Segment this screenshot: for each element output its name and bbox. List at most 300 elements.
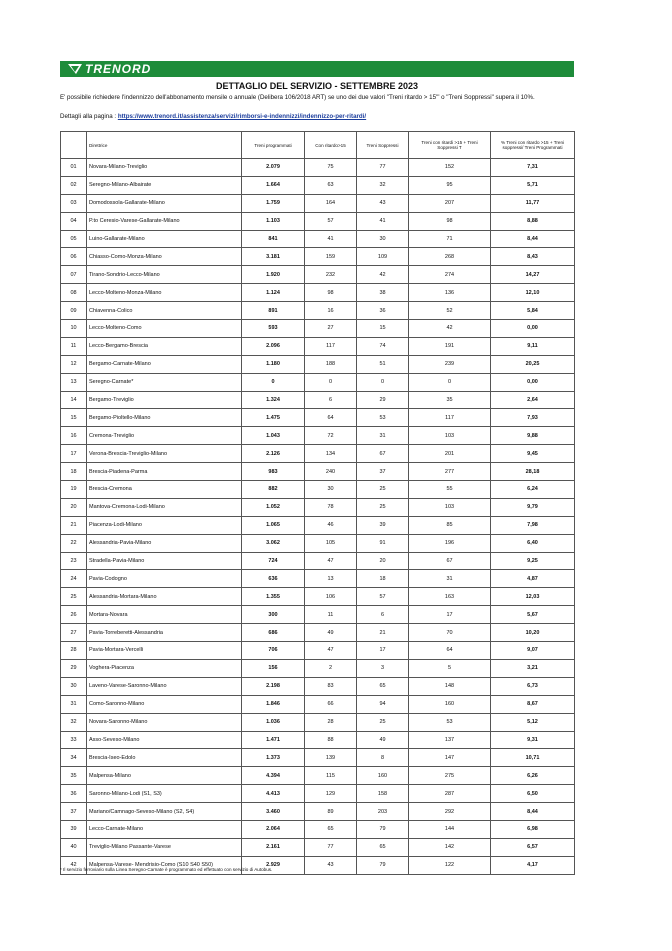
trenord-logo [68, 62, 151, 76]
direttrice-cell: Brescia-Piadena-Parma [87, 463, 242, 481]
percentuale-cell: 8,44 [491, 803, 575, 821]
totale-cell: 17 [409, 606, 491, 624]
ritardo-cell: 47 [305, 552, 357, 570]
table-row [61, 838, 575, 856]
logo-text: TRENORD [85, 62, 152, 76]
ritardo-cell: 105 [305, 534, 357, 552]
direttrice-cell: Luino-Gallarate-Milano [87, 230, 242, 248]
percentuale-cell: 6,98 [491, 820, 575, 838]
totale-cell: 64 [409, 642, 491, 660]
table-row [61, 498, 575, 516]
ritardo-cell: 83 [305, 677, 357, 695]
row-number: 02 [61, 176, 87, 194]
direttrice-cell: Como-Saronno-Milano [87, 695, 242, 713]
totale-cell: 274 [409, 266, 491, 284]
row-number: 29 [61, 659, 87, 677]
ritardo-cell: 49 [305, 624, 357, 642]
programmati-cell: 1.043 [242, 427, 305, 445]
direttrice-cell: Bergamo-Carnate-Milano [87, 355, 242, 373]
programmati-cell: 983 [242, 463, 305, 481]
row-number: 17 [61, 445, 87, 463]
totale-cell: 52 [409, 302, 491, 320]
percentuale-cell: 7,93 [491, 409, 575, 427]
table-row [61, 302, 575, 320]
totale-cell: 287 [409, 785, 491, 803]
intro-text: E' possibile richiedere l'indennizzo dell'abbonamento mensile o annuale (Delibera 106/2018 ART) se uno dei due valori "Treni ritardo > 15'" o "Treni Soppressi" supera il 10%. [60, 94, 535, 101]
ritardo-cell: 129 [305, 785, 357, 803]
ritardo-cell: 46 [305, 516, 357, 534]
percentuale-cell: 5,12 [491, 713, 575, 731]
soppressi-cell: 0 [357, 373, 409, 391]
row-number: 37 [61, 803, 87, 821]
direttrice-cell: Voghera-Piacenza [87, 659, 242, 677]
ritardo-cell: 117 [305, 337, 357, 355]
percentuale-cell: 4,87 [491, 570, 575, 588]
totale-cell: 239 [409, 355, 491, 373]
table-row [61, 248, 575, 266]
row-number: 15 [61, 409, 87, 427]
ritardo-cell: 41 [305, 230, 357, 248]
table-row [61, 159, 575, 177]
totale-cell: 95 [409, 176, 491, 194]
percentuale-cell: 6,40 [491, 534, 575, 552]
programmati-cell: 2.096 [242, 337, 305, 355]
row-number: 34 [61, 749, 87, 767]
programmati-cell: 0 [242, 373, 305, 391]
ritardo-cell: 188 [305, 355, 357, 373]
percentuale-cell: 20,25 [491, 355, 575, 373]
table-row [61, 570, 575, 588]
ritardo-cell: 134 [305, 445, 357, 463]
totale-cell: 53 [409, 713, 491, 731]
row-number: 18 [61, 463, 87, 481]
ritardo-cell: 43 [305, 856, 357, 874]
table-row [61, 695, 575, 713]
direttrice-cell: Chiavenna-Colico [87, 302, 242, 320]
percentuale-cell: 8,43 [491, 248, 575, 266]
percentuale-cell: 9,11 [491, 337, 575, 355]
programmati-cell: 841 [242, 230, 305, 248]
row-number: 09 [61, 302, 87, 320]
direttrice-cell: Stradella-Pavia-Milano [87, 552, 242, 570]
table-row [61, 624, 575, 642]
direttrice-cell: Verona-Brescia-Treviglio-Milano [87, 445, 242, 463]
programmati-cell: 300 [242, 606, 305, 624]
totale-cell: 268 [409, 248, 491, 266]
table-row [61, 355, 575, 373]
programmati-cell: 882 [242, 481, 305, 499]
soppressi-cell: 67 [357, 445, 409, 463]
percentuale-cell: 6,24 [491, 481, 575, 499]
soppressi-cell: 25 [357, 713, 409, 731]
ritardo-cell: 65 [305, 820, 357, 838]
table-row [61, 552, 575, 570]
direttrice-cell: Cremona-Treviglio [87, 427, 242, 445]
direttrice-cell: Seregno-Carnate* [87, 373, 242, 391]
table-row [61, 820, 575, 838]
totale-cell: 142 [409, 838, 491, 856]
row-number: 01 [61, 159, 87, 177]
soppressi-cell: 65 [357, 677, 409, 695]
direttrice-cell: Brescia-Iseo-Edolo [87, 749, 242, 767]
direttrice-cell: Laveno-Varese-Saronno-Milano [87, 677, 242, 695]
soppressi-cell: 79 [357, 856, 409, 874]
direttrice-cell: Pavia-Mortara-Vercelli [87, 642, 242, 660]
programmati-cell: 2.064 [242, 820, 305, 838]
soppressi-cell: 42 [357, 266, 409, 284]
direttrice-cell: Alessandria-Pavia-Milano [87, 534, 242, 552]
totale-cell: 122 [409, 856, 491, 874]
soppressi-cell: 51 [357, 355, 409, 373]
programmati-cell: 1.180 [242, 355, 305, 373]
row-number: 26 [61, 606, 87, 624]
col-index-header [61, 132, 87, 159]
totale-cell: 152 [409, 159, 491, 177]
link-label: Dettagli alla pagina : [60, 113, 117, 120]
percentuale-cell: 8,88 [491, 212, 575, 230]
direttrice-cell: Tirano-Sondrio-Lecco-Milano [87, 266, 242, 284]
row-number: 22 [61, 534, 87, 552]
programmati-cell: 1.124 [242, 284, 305, 302]
percentuale-cell: 10,71 [491, 749, 575, 767]
ritardo-cell: 89 [305, 803, 357, 821]
table-row [61, 266, 575, 284]
ritardo-cell: 57 [305, 212, 357, 230]
details-line [60, 113, 366, 120]
programmati-cell: 1.373 [242, 749, 305, 767]
soppressi-cell: 38 [357, 284, 409, 302]
soppressi-cell: 41 [357, 212, 409, 230]
totale-cell: 191 [409, 337, 491, 355]
table-row [61, 284, 575, 302]
soppressi-cell: 160 [357, 767, 409, 785]
direttrice-cell: Malpensa-Varese- Mendrisio-Como (S10 S40 S50) [87, 856, 242, 874]
percentuale-cell: 9,07 [491, 642, 575, 660]
soppressi-cell: 17 [357, 642, 409, 660]
table-row [61, 606, 575, 624]
totale-cell: 201 [409, 445, 491, 463]
programmati-cell: 1.036 [242, 713, 305, 731]
totale-cell: 35 [409, 391, 491, 409]
col-ritardo-header: Con ritardo>15 [305, 132, 357, 159]
totale-cell: 31 [409, 570, 491, 588]
totale-cell: 103 [409, 427, 491, 445]
table-row [61, 445, 575, 463]
row-number: 31 [61, 695, 87, 713]
ritardo-cell: 13 [305, 570, 357, 588]
percentuale-cell: 6,57 [491, 838, 575, 856]
ritardo-cell: 159 [305, 248, 357, 266]
programmati-cell: 1.065 [242, 516, 305, 534]
direttrice-cell: Domodossola-Gallarate-Milano [87, 194, 242, 212]
table-row [61, 427, 575, 445]
ritardo-cell: 27 [305, 320, 357, 338]
ritardo-cell: 98 [305, 284, 357, 302]
row-number: 06 [61, 248, 87, 266]
direttrice-cell: Piacenza-Lodi-Milano [87, 516, 242, 534]
soppressi-cell: 109 [357, 248, 409, 266]
table-row [61, 785, 575, 803]
row-number: 12 [61, 355, 87, 373]
table-row [61, 194, 575, 212]
soppressi-cell: 37 [357, 463, 409, 481]
col-programmati-header: Treni programmati [242, 132, 305, 159]
percentuale-cell: 2,64 [491, 391, 575, 409]
col-direttrice-header: Direttrice [87, 132, 242, 159]
row-number: 39 [61, 820, 87, 838]
soppressi-cell: 15 [357, 320, 409, 338]
table-row [61, 803, 575, 821]
table-row [61, 463, 575, 481]
direttrice-cell: Malpensa-Milano [87, 767, 242, 785]
programmati-cell: 891 [242, 302, 305, 320]
percentuale-cell: 6,26 [491, 767, 575, 785]
table-row [61, 677, 575, 695]
soppressi-cell: 31 [357, 427, 409, 445]
ritardo-cell: 106 [305, 588, 357, 606]
table-row [61, 713, 575, 731]
footnote: * Il servizio ferroviario sulla Linea Seregno-Carnate è programmato ed effettuato con servizio di Autobus. [60, 867, 273, 872]
percentuale-cell: 7,98 [491, 516, 575, 534]
percentuale-cell: 10,20 [491, 624, 575, 642]
soppressi-cell: 57 [357, 588, 409, 606]
percentuale-cell: 12,10 [491, 284, 575, 302]
row-number: 32 [61, 713, 87, 731]
soppressi-cell: 158 [357, 785, 409, 803]
table-row [61, 659, 575, 677]
programmati-cell: 1.475 [242, 409, 305, 427]
ritardo-cell: 78 [305, 498, 357, 516]
row-number: 08 [61, 284, 87, 302]
percentuale-cell: 0,00 [491, 320, 575, 338]
direttrice-cell: Mariano/Camnago-Seveso-Milano (S2, S4) [87, 803, 242, 821]
col-soppressi-header: Treni Soppressi [357, 132, 409, 159]
totale-cell: 148 [409, 677, 491, 695]
row-number: 11 [61, 337, 87, 355]
soppressi-cell: 79 [357, 820, 409, 838]
direttrice-cell: Lecco-Molteno-Como [87, 320, 242, 338]
totale-cell: 207 [409, 194, 491, 212]
ritardo-cell: 47 [305, 642, 357, 660]
row-number: 03 [61, 194, 87, 212]
table-row [61, 767, 575, 785]
direttrice-cell: Pavia-Torreberetti-Alessandria [87, 624, 242, 642]
direttrice-cell: Brescia-Cremona [87, 481, 242, 499]
row-number: 35 [61, 767, 87, 785]
programmati-cell: 1.052 [242, 498, 305, 516]
table-row [61, 337, 575, 355]
table-row [61, 409, 575, 427]
soppressi-cell: 25 [357, 481, 409, 499]
table-row [61, 731, 575, 749]
row-number: 30 [61, 677, 87, 695]
direttrice-cell: Bergamo-Pioltello-Milano [87, 409, 242, 427]
percentuale-cell: 28,18 [491, 463, 575, 481]
programmati-cell: 2.929 [242, 856, 305, 874]
programmati-cell: 724 [242, 552, 305, 570]
direttrice-cell: Pavia-Codogno [87, 570, 242, 588]
direttrice-cell: Lecco-Bergamo-Brescia [87, 337, 242, 355]
direttrice-cell: P.to Ceresio-Varese-Gallarate-Milano [87, 212, 242, 230]
ritardo-cell: 16 [305, 302, 357, 320]
totale-cell: 277 [409, 463, 491, 481]
soppressi-cell: 8 [357, 749, 409, 767]
percentuale-cell: 5,84 [491, 302, 575, 320]
brand-banner [60, 61, 574, 77]
programmati-cell: 593 [242, 320, 305, 338]
programmati-cell: 4.394 [242, 767, 305, 785]
percentuale-cell: 5,71 [491, 176, 575, 194]
row-number: 27 [61, 624, 87, 642]
percentuale-cell: 9,25 [491, 552, 575, 570]
soppressi-cell: 29 [357, 391, 409, 409]
ritardo-cell: 115 [305, 767, 357, 785]
details-link[interactable]: https://www.trenord.it/assistenza/servizi/rimborsi-e-indennizzi/indennizzo-per-ritardi/ [117, 113, 367, 120]
table-header-row [61, 132, 575, 159]
row-number: 10 [61, 320, 87, 338]
percentuale-cell: 6,50 [491, 785, 575, 803]
ritardo-cell: 63 [305, 176, 357, 194]
programmati-cell: 1.103 [242, 212, 305, 230]
ritardo-cell: 11 [305, 606, 357, 624]
totale-cell: 98 [409, 212, 491, 230]
totale-cell: 144 [409, 820, 491, 838]
ritardo-cell: 77 [305, 838, 357, 856]
direttrice-cell: Bergamo-Treviglio [87, 391, 242, 409]
direttrice-cell: Asso-Seveso-Milano [87, 731, 242, 749]
table-row [61, 516, 575, 534]
soppressi-cell: 203 [357, 803, 409, 821]
ritardo-cell: 66 [305, 695, 357, 713]
table-body [61, 159, 575, 875]
programmati-cell: 3.181 [242, 248, 305, 266]
programmati-cell: 4.413 [242, 785, 305, 803]
programmati-cell: 2.126 [242, 445, 305, 463]
direttrice-cell: Treviglio-Milano Passante-Varese [87, 838, 242, 856]
row-number: 40 [61, 838, 87, 856]
row-number: 04 [61, 212, 87, 230]
table-row [61, 642, 575, 660]
ritardo-cell: 75 [305, 159, 357, 177]
page-title: DETTAGLIO DEL SERVIZIO - SETTEMBRE 2023 [215, 81, 419, 91]
soppressi-cell: 20 [357, 552, 409, 570]
programmati-cell: 2.161 [242, 838, 305, 856]
ritardo-cell: 72 [305, 427, 357, 445]
percentuale-cell: 9,88 [491, 427, 575, 445]
soppressi-cell: 30 [357, 230, 409, 248]
soppressi-cell: 21 [357, 624, 409, 642]
totale-cell: 42 [409, 320, 491, 338]
service-table [60, 131, 575, 875]
programmati-cell: 3.460 [242, 803, 305, 821]
ritardo-cell: 30 [305, 481, 357, 499]
programmati-cell: 706 [242, 642, 305, 660]
row-number: 20 [61, 498, 87, 516]
programmati-cell: 2.198 [242, 677, 305, 695]
table-row [61, 749, 575, 767]
table-row [61, 391, 575, 409]
programmati-cell: 686 [242, 624, 305, 642]
row-number: 25 [61, 588, 87, 606]
percentuale-cell: 8,67 [491, 695, 575, 713]
direttrice-cell: Novara-Milano-Treviglio [87, 159, 242, 177]
row-number: 16 [61, 427, 87, 445]
direttrice-cell: Novara-Saronno-Milano [87, 713, 242, 731]
ritardo-cell: 64 [305, 409, 357, 427]
totale-cell: 71 [409, 230, 491, 248]
row-number: 42 [61, 856, 87, 874]
direttrice-cell: Lecco-Carnate-Milano [87, 820, 242, 838]
row-number: 13 [61, 373, 87, 391]
programmati-cell: 1.920 [242, 266, 305, 284]
row-number: 33 [61, 731, 87, 749]
percentuale-cell: 6,73 [491, 677, 575, 695]
soppressi-cell: 25 [357, 498, 409, 516]
soppressi-cell: 53 [357, 409, 409, 427]
ritardo-cell: 88 [305, 731, 357, 749]
programmati-cell: 1.471 [242, 731, 305, 749]
totale-cell: 5 [409, 659, 491, 677]
direttrice-cell: Chiasso-Como-Monza-Milano [87, 248, 242, 266]
programmati-cell: 156 [242, 659, 305, 677]
programmati-cell: 1.846 [242, 695, 305, 713]
percentuale-cell: 4,17 [491, 856, 575, 874]
soppressi-cell: 94 [357, 695, 409, 713]
row-number: 24 [61, 570, 87, 588]
table-row [61, 230, 575, 248]
row-number: 28 [61, 642, 87, 660]
table-row [61, 481, 575, 499]
row-number: 14 [61, 391, 87, 409]
totale-cell: 292 [409, 803, 491, 821]
ritardo-cell: 240 [305, 463, 357, 481]
table-row [61, 588, 575, 606]
direttrice-cell: Mantova-Cremona-Lodi-Milano [87, 498, 242, 516]
programmati-cell: 2.079 [242, 159, 305, 177]
logo-arrow-icon [68, 64, 82, 74]
totale-cell: 147 [409, 749, 491, 767]
programmati-cell: 636 [242, 570, 305, 588]
row-number: 36 [61, 785, 87, 803]
soppressi-cell: 6 [357, 606, 409, 624]
soppressi-cell: 3 [357, 659, 409, 677]
totale-cell: 160 [409, 695, 491, 713]
totale-cell: 117 [409, 409, 491, 427]
col-percentuale-header: % Treni con ritardo >15 + Treni soppressi/ Treni Programmati [491, 132, 575, 159]
soppressi-cell: 91 [357, 534, 409, 552]
ritardo-cell: 164 [305, 194, 357, 212]
col-totale-header: Treni con ritardi >15 + Treni Soppressi T [409, 132, 491, 159]
direttrice-cell: Saronno-Milano-Lodi (S1, S3) [87, 785, 242, 803]
direttrice-cell: Lecco-Molteno-Monza-Milano [87, 284, 242, 302]
soppressi-cell: 77 [357, 159, 409, 177]
percentuale-cell: 14,27 [491, 266, 575, 284]
row-number: 23 [61, 552, 87, 570]
totale-cell: 137 [409, 731, 491, 749]
totale-cell: 163 [409, 588, 491, 606]
table-row [61, 176, 575, 194]
totale-cell: 70 [409, 624, 491, 642]
programmati-cell: 1.355 [242, 588, 305, 606]
soppressi-cell: 32 [357, 176, 409, 194]
percentuale-cell: 7,31 [491, 159, 575, 177]
ritardo-cell: 139 [305, 749, 357, 767]
totale-cell: 136 [409, 284, 491, 302]
direttrice-cell: Alessandria-Mortara-Milano [87, 588, 242, 606]
totale-cell: 67 [409, 552, 491, 570]
ritardo-cell: 6 [305, 391, 357, 409]
ritardo-cell: 0 [305, 373, 357, 391]
